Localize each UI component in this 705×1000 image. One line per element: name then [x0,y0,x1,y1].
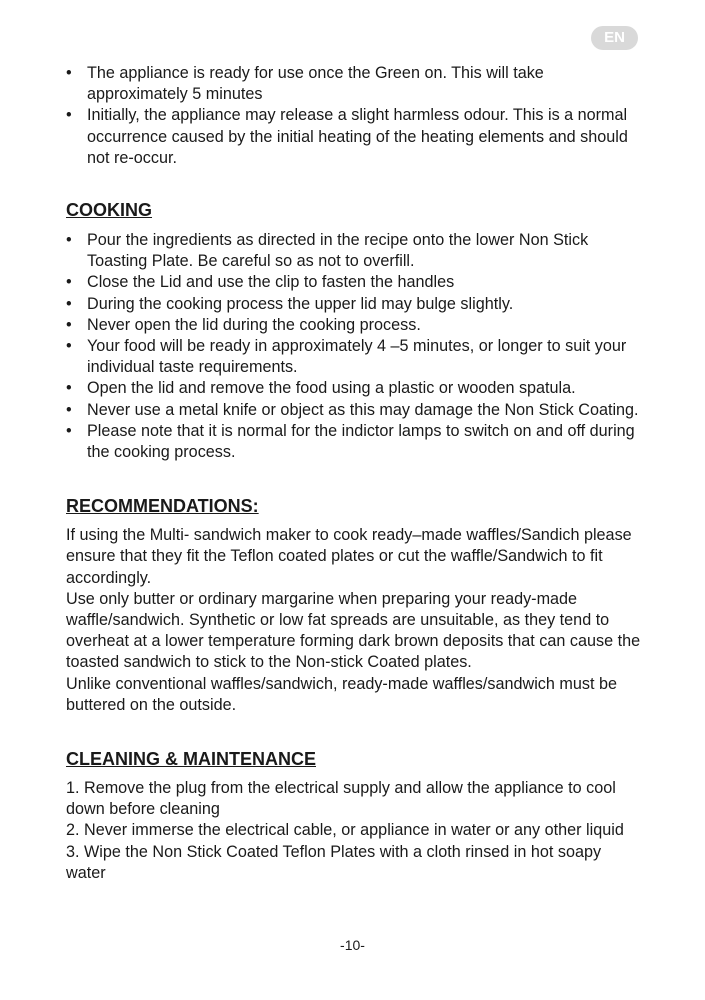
list-item: • Initially, the appliance may release a slight harmless odour. This is a normal occurrence caused by the initial heating of the heating elements and should not re-occur. [66,105,641,169]
cleaning-step: 2. Never immerse the electrical cable, or appliance in water or any other liquid [66,821,624,840]
recommendations-heading: RECOMMENDATIONS: [66,496,259,517]
list-item: • During the cooking process the upper lid may bulge slightly. [66,294,641,315]
list-item: • The appliance is ready for use once the Green on. This will take approximately 5 minutes [66,63,641,105]
language-badge: EN [591,26,638,50]
recommendation-paragraph: Unlike conventional waffles/sandwich, ready-made waffles/sandwich must be buttered on the outside. [66,674,617,714]
intro-list [66,63,641,169]
cleaning-heading: CLEANING & MAINTENANCE [66,749,316,770]
cleaning-step: 3. Wipe the Non Stick Coated Teflon Plates with a cloth rinsed in hot soapy water [66,842,602,882]
cleaning-step: 1. Remove the plug from the electrical supply and allow the appliance to cool down before cleaning [66,779,616,819]
document-body [66,63,641,884]
list-item: • Open the lid and remove the food using a plastic or wooden spatula. [66,378,641,399]
list-item: • Pour the ingredients as directed in the recipe onto the lower Non Stick Toasting Plate. Be careful so as not to overfill. [66,230,641,272]
list-item: • Your food will be ready in approximately 4 –5 minutes, or longer to suit your individual taste requirements. [66,336,641,378]
cooking-heading: COOKING [66,200,153,221]
list-item: • Please note that it is normal for the indictor lamps to switch on and off during the cooking process. [66,421,641,463]
cooking-list [66,230,641,463]
list-item: • Never use a metal knife or object as this may damage the Non Stick Coating. [66,400,641,421]
page-number: -10- [340,937,365,953]
list-item: • Never open the lid during the cooking process. [66,315,641,336]
list-item: • Close the Lid and use the clip to fasten the handles [66,272,641,293]
recommendation-paragraph: Use only butter or ordinary margarine when preparing your ready-made waffle/sandwich. Synthetic or low fat spreads are unsuitable, as they tend to overheat at a lower temperature forming dark brown deposits that can cause the toasted sandwich to stick to the Non-stick Coated plates. [66,589,641,672]
recommendation-paragraph: If using the Multi- sandwich maker to cook ready–made waffles/Sandich please ensure that they fit the Teflon coated plates or cut the waffle/Sandwich to fit accordingly. [66,526,632,587]
